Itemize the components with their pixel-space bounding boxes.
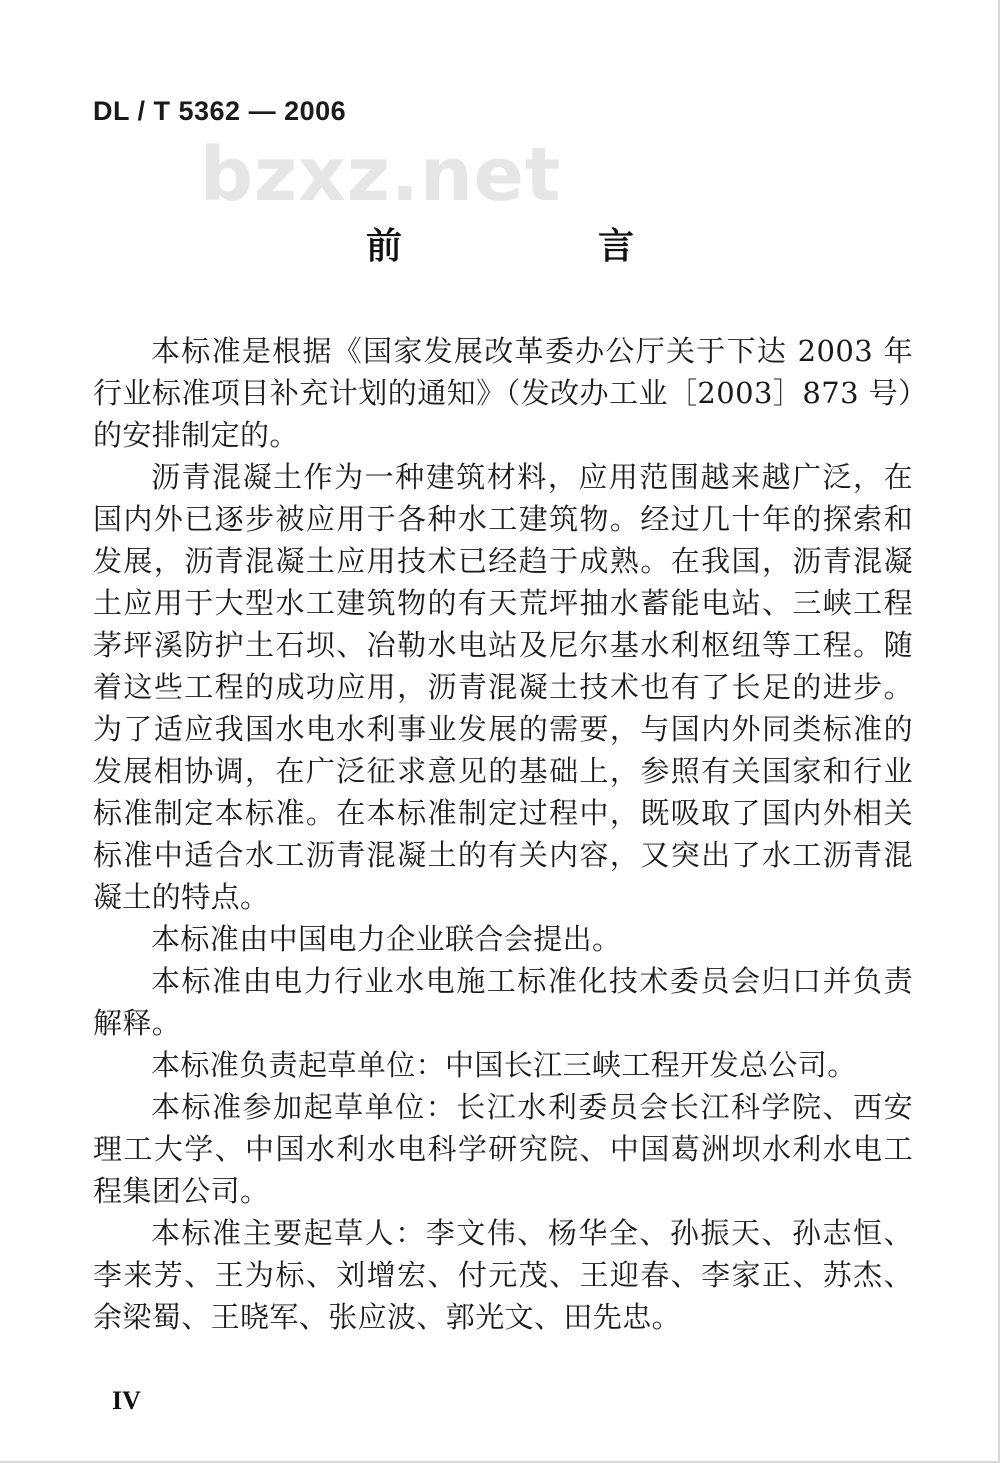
paragraph-proposer: 本标准由中国电力企业联合会提出。 xyxy=(151,922,622,956)
foreword-body xyxy=(93,330,913,1338)
section-title: 前 言 xyxy=(365,226,714,267)
standard-code: DL / T 5362 — 2006 xyxy=(93,96,347,126)
paragraph-basis: 本标准是根据《国家发展改革委办公厅关于下达 2003 年行业标准项目补充计划的通知》（发改办工业［2003］873 号）的安排制定的。 xyxy=(93,334,913,452)
paragraph-background: 沥青混凝土作为一种建筑材料，应用范围越来越广泛，在国内外已逐步被应用于各种水工建筑物。经过几十年的探索和发展，沥青混凝土应用技术已经趋于成熟。在我国，沥青混凝土应用于大型水工建筑物的有天荒坪抽水蓄能电站、三峡工程茅坪溪防护土石坝、冶勒水电站及尼尔基水利枢纽等工程。随着这些工程的成功应用，沥青混凝土技术也有了长足的进步。为了适应我国水电水利事业发展的需要，与国内外同类标准的发展相协调，在广泛征求意见的基础上，参照有关国家和行业标准制定本标准。在本标准制定过程中，既吸取了国内外相关标准中适合水工沥青混凝土的有关内容，又突出了水工沥青混凝土的特点。 xyxy=(93,460,913,914)
page-number: IV xyxy=(112,1386,141,1415)
paragraph-participating-drafters: 本标准参加起草单位：长江水利委员会长江科学院、西安理工大学、中国水利水电科学研究院、中国葛洲坝水利水电工程集团公司。 xyxy=(93,1090,913,1208)
paragraph-interpretation: 本标准由电力行业水电施工标准化技术委员会归口并负责解释。 xyxy=(93,964,913,1040)
watermark-logo: bzxz.net xyxy=(200,132,562,218)
paragraph-main-drafters: 本标准主要起草人：李文伟、杨华全、孙振天、孙志恒、李来芳、王为标、刘增宏、付元茂、王迎春、李家正、苏杰、余梁蜀、王晓军、张应波、郭光文、田先忠。 xyxy=(93,1216,913,1334)
paragraph-lead-drafter: 本标准负责起草单位：中国长江三峡工程开发总公司。 xyxy=(151,1048,857,1082)
